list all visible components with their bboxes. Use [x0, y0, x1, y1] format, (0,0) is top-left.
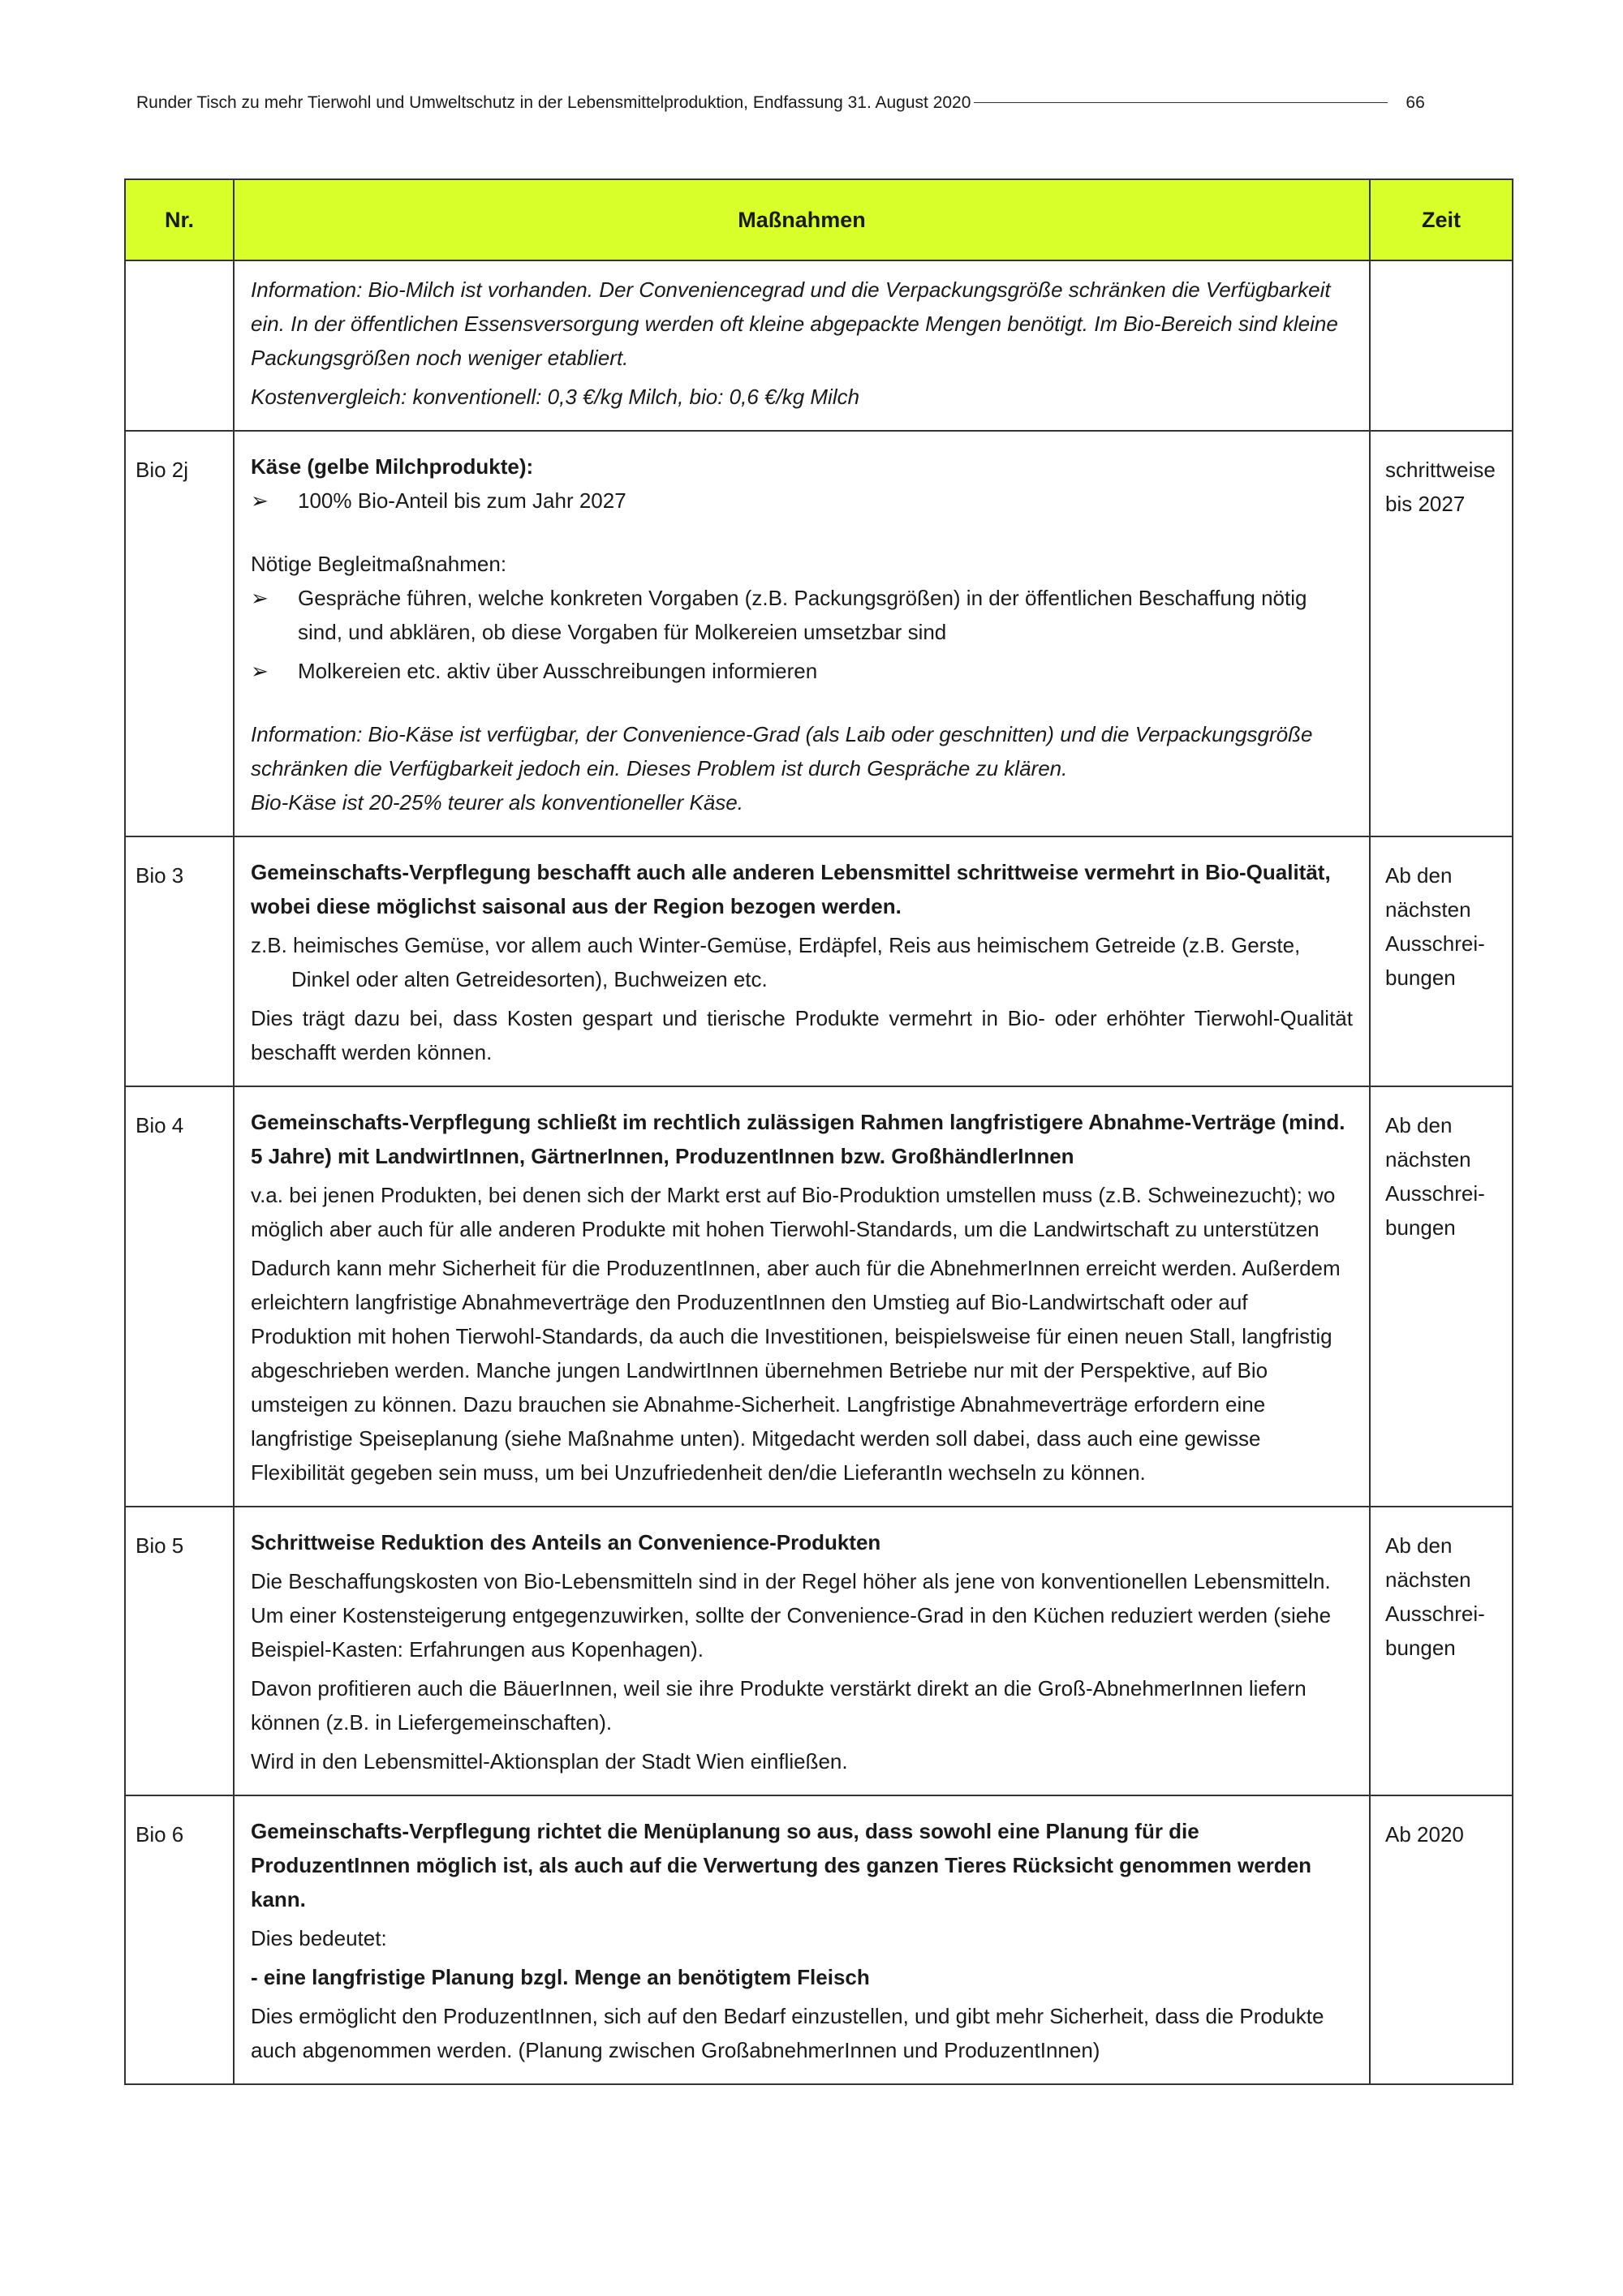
sub-heading: Nötige Begleitmaßnahmen:: [251, 552, 507, 576]
cell-nr-bio-4: Bio 4: [125, 1086, 234, 1507]
measure-text: v.a. bei jenen Produkten, bei denen sich der Markt erst auf Bio-Produktion umstellen muss (z.B. Schweinezucht); wo möglich aber auch für alle anderen Produkte mit hohen Tierwohl-Standards, um die Landwirtschaft zu unterstützen: [251, 1183, 1336, 1241]
zeit-line: bungen: [1385, 1215, 1456, 1240]
measure-title: Gemeinschafts-Verpflegung beschafft auch alle anderen Lebensmittel schrittweise vermehrt in Bio-Qualität, wobei diese möglichst saisonal aus der Region bezogen werden.: [251, 860, 1331, 918]
arrow-bullet-icon: ➢: [251, 488, 269, 513]
measures-table: [124, 178, 1513, 2085]
zeit-line: Ausschrei-: [1385, 1602, 1485, 1626]
measure-text: Dies trägt dazu bei, dass Kosten gespart und tierische Produkte vermehrt in Bio- oder erhöhter Tierwohl-Qualität beschafft werden können.: [251, 1006, 1353, 1064]
measure-title: Gemeinschafts-Verpflegung schließt im rechtlich zulässigen Rahmen langfristigere Abnahme-Verträge (mind. 5 Jahre) mit LandwirtInnen, GärtnerInnen, ProduzentInnen bzw. GroßhändlerInnen: [251, 1110, 1345, 1168]
zeit-line: bungen: [1385, 1636, 1456, 1660]
cell-nr-empty: [125, 260, 234, 431]
measure-text: Dadurch kann mehr Sicherheit für die ProduzentInnen, aber auch für die AbnehmerInnen erreicht werden. Außerdem erleichtern langfristige Abnahmeverträge den ProduzentInnen den Umstieg auf Bio-Landwirtschaft oder auf Produktion mit hohen Tierwohl-Standards, da auch die Investitionen, beispielsweise für einen neuen Stall, langfristig abgeschrieben werden. Manche jungen LandwirtInnen übernehmen Betriebe nur mit der Perspektive, auf Bio umsteigen zu können. Dazu brauchen sie Abnahme-Sicherheit. Langfristige Abnahmeverträge erfordern eine langfristige Speiseplanung (siehe Maßnahme unten). Mitgedacht werden soll dabei, dass auch eine gewisse Flexibilität gegeben sein muss, um bei Unzufriedenheit den/die LieferantIn wechseln zu können.: [251, 1256, 1341, 1485]
measure-text: Davon profitieren auch die BäuerInnen, weil sie ihre Produkte verstärkt direkt an die Groß-AbnehmerInnen liefern können (z.B. in Liefergemeinschaften).: [251, 1676, 1307, 1735]
cell-zeit-bio-2j: [1370, 431, 1513, 836]
cell-nr-bio-3: Bio 3: [125, 836, 234, 1086]
cost-comparison: Kostenvergleich: konventionell: 0,3 €/kg Milch, bio: 0,6 €/kg Milch: [251, 385, 860, 409]
list-item-text: 100% Bio-Anteil bis zum Jahr 2027: [298, 488, 626, 513]
cell-nr-bio-5: Bio 5: [125, 1507, 234, 1795]
info-bio-milch: Information: Bio-Milch ist vorhanden. Der Conveniencegrad und die Verpackungsgröße schränken die Verfügbarkeit ein. In der öffentlichen Essensversorgung werden oft kleine abgepackte Mengen benötigt. Im Bio-Bereich sind kleine Packungsgrößen noch weniger etabliert.: [251, 277, 1338, 370]
zeit-line: Ab den: [1385, 1533, 1453, 1558]
header-rule: [974, 102, 1388, 103]
cell-nr-bio-2j: Bio 2j: [125, 431, 234, 836]
table-row-bio-4: [125, 1086, 1513, 1507]
table-row-bio-2j: [125, 431, 1513, 836]
zeit-line: Ab den: [1385, 863, 1453, 888]
table-row-bio-5: [125, 1507, 1513, 1795]
measure-text: Wird in den Lebensmittel-Aktionsplan der Stadt Wien einfließen.: [251, 1749, 848, 1774]
table-header-row: [125, 179, 1513, 260]
zeit-line: nächsten: [1385, 1147, 1471, 1172]
cell-zeit-bio-5: [1370, 1507, 1513, 1795]
cell-zeit-bio-6: [1370, 1795, 1513, 2084]
table-row-bio-3: [125, 836, 1513, 1086]
cell-massnahme-bio-4: [234, 1086, 1370, 1507]
cell-massnahme-continuation: [234, 260, 1370, 431]
cell-massnahme-bio-5: [234, 1507, 1370, 1795]
document-title: Runder Tisch zu mehr Tierwohl und Umweltschutz in der Lebensmittelproduktion, Endfassung 31. August 2020: [136, 93, 971, 112]
zeit-line: Ausschrei-: [1385, 931, 1485, 956]
zeit-line: Ab 2020: [1385, 1822, 1464, 1847]
header-zeit: Zeit: [1370, 179, 1513, 260]
measure-title: Gemeinschafts-Verpflegung richtet die Menüplanung so aus, dass sowohl eine Planung für die ProduzentInnen möglich ist, als auch auf die Verwertung des ganzen Tieres Rücksicht genommen werden kann.: [251, 1819, 1312, 1911]
table-row-bio-6: [125, 1795, 1513, 2084]
measure-text: Dies ermöglicht den ProduzentInnen, sich auf den Bedarf einzustellen, und gibt mehr Sicherheit, dass die Produkte auch abgenommen werden. (Planung zwischen GroßabnehmerInnen und ProduzentInnen): [251, 2004, 1324, 2062]
measure-text: z.B. heimisches Gemüse, vor allem auch Winter-Gemüse, Erdäpfel, Reis aus heimischem Getreide (z.B. Gerste, Dinkel oder alten Getreidesorten), Buchweizen etc.: [251, 933, 1301, 991]
table-row-continuation: [125, 260, 1513, 431]
zeit-line: schrittweise: [1385, 458, 1496, 482]
zeit-line: Ausschrei-: [1385, 1181, 1485, 1206]
cell-massnahme-bio-6: [234, 1795, 1370, 2084]
cell-zeit-bio-3: [1370, 836, 1513, 1086]
info-bio-kaese: Information: Bio-Käse ist verfügbar, der Convenience-Grad (als Laib oder geschnitten) und die Verpackungsgröße schränken die Verfügbarkeit jedoch ein. Dieses Problem ist durch Gespräche zu klären.: [251, 722, 1313, 780]
list-item: [251, 581, 1353, 649]
measure-subtitle: - eine langfristige Planung bzgl. Menge an benötigtem Fleisch: [251, 1965, 870, 1989]
arrow-bullet-icon: ➢: [251, 659, 269, 683]
measure-title: Schrittweise Reduktion des Anteils an Convenience-Produkten: [251, 1530, 881, 1554]
cell-massnahme-bio-2j: [234, 431, 1370, 836]
list-item-text: Gespräche führen, welche konkreten Vorgaben (z.B. Packungsgrößen) in der öffentlichen Beschaffung nötig sind, und abklären, ob diese Vorgaben für Molkereien umsetzbar sind: [298, 586, 1307, 644]
cell-nr-bio-6: Bio 6: [125, 1795, 234, 2084]
zeit-line: nächsten: [1385, 1567, 1471, 1592]
zeit-line: bis 2027: [1385, 492, 1466, 516]
info-bio-kaese-price: Bio-Käse ist 20-25% teurer als konventioneller Käse.: [251, 790, 743, 815]
list-item-text: Molkereien etc. aktiv über Ausschreibungen informieren: [298, 659, 818, 683]
header-massnahmen: Maßnahmen: [234, 179, 1370, 260]
cell-zeit-bio-4: [1370, 1086, 1513, 1507]
list-item: [251, 484, 1353, 518]
arrow-bullet-icon: ➢: [251, 586, 269, 610]
cell-zeit-empty: [1370, 260, 1513, 431]
zeit-line: Ab den: [1385, 1113, 1453, 1137]
header-nr: Nr.: [125, 179, 234, 260]
measure-text: Die Beschaffungskosten von Bio-Lebensmitteln sind in der Regel höher als jene von konventionellen Lebensmitteln. Um einer Kostensteigerung entgegenzuwirken, sollte der Convenience-Grad in den Küchen reduziert werden (siehe Beispiel-Kasten: Erfahrungen aus Kopenhagen).: [251, 1569, 1332, 1662]
measure-title: Käse (gelbe Milchprodukte):: [251, 454, 534, 479]
page-header: [136, 91, 1425, 115]
page-number: 66: [1406, 93, 1425, 112]
zeit-line: nächsten: [1385, 897, 1471, 922]
cell-massnahme-bio-3: [234, 836, 1370, 1086]
list-item: [251, 654, 1353, 688]
zeit-line: bungen: [1385, 965, 1456, 990]
measure-text: Dies bedeutet:: [251, 1926, 387, 1950]
